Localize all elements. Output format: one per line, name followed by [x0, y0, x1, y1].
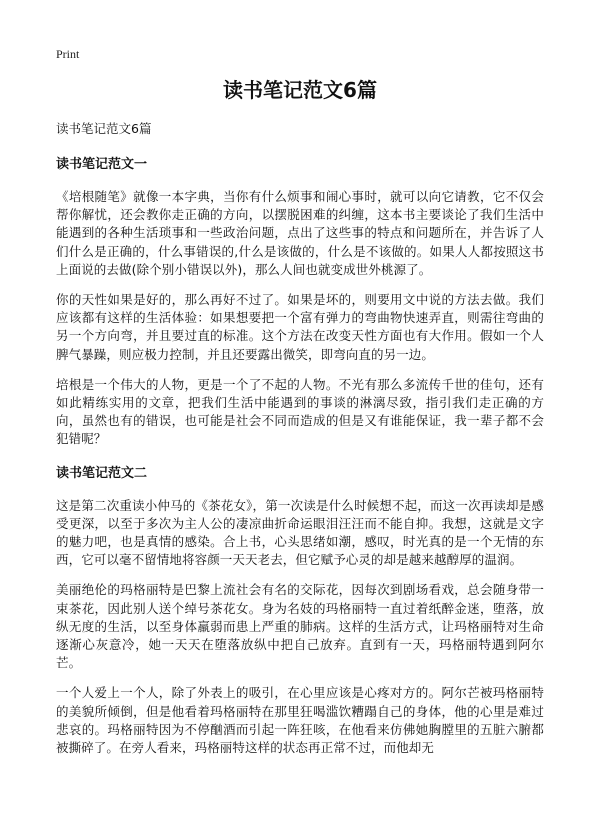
paragraph: 这是第二次重读小仲马的《茶花女》，第一次读是什么时候想不起，而这一次再读却是感受更深，以至于多次为主人公的凄凉曲折命运眼泪汪汪而不能自抑。我想，这就是文字的魅力吧，也是真情的感染。合上书，心头思绪如潮，感叹，时光真的是一个无情的东西，它可以毫不留情地将容颜一天天老去，但它赋予心灵的却是越来越醇厚的温润。: [56, 497, 544, 568]
document-body: [56, 120, 544, 769]
paragraph: 培根是一个伟大的人物，更是一个了不起的人物。不光有那么多流传千世的佳句，还有如此精练实用的文章，把我们生活中能遇到的事谈的淋漓尽致，指引我们走正确的方向，虽然也有的错误，也可能是社会不同而造成的但是又有谁能保证，我一辈子都不会犯错呢？: [56, 376, 544, 447]
section-heading: 读书笔记范文一: [56, 157, 148, 172]
document-subtitle: 读书笔记范文6篇: [56, 121, 152, 136]
section-2: [56, 465, 544, 758]
paragraph: 美丽绝伦的玛格丽特是巴黎上流社会有名的交际花，因每次到剧场看戏，总会随身带一束茶花，因此别人送个绰号茶花女。身为名妓的玛格丽特一直过着纸醉金迷，堕落，放纵无度的生活，以至身体羸弱而患上严重的肺病。这样的生活方式，让玛格丽特对生命逐渐心灰意冷，她一天天在堕落放纵中把自己放弃。直到有一天，玛格丽特遇到阿尔芒。: [56, 582, 544, 671]
print-link[interactable]: Print: [56, 47, 80, 61]
paragraph: 《培根随笔》就像一本字典，当你有什么烦事和闹心事时，就可以向它请教，它不仅会帮你解忧，还会教你走正确的方向，以摆脱困难的纠缠，这本书主要谈论了我们生活中能遇到的各种生活琐事和一些政治问题，点出了这些事的特点和问题所在，并告诉了人们什么是正确的，什么事错误的,什么是该做的，什么是不该做的。如果人人都按照这书上面说的去做(除个别小错误以外)，那么人间也就变成世外桃源了。: [56, 189, 544, 277]
section-1: [56, 156, 544, 449]
paragraph: 你的天性如果是好的，那么再好不过了。如果是坏的，则要用文中说的方法去做。我们应该都有这样的生活体验：如果想要把一个富有弹力的弯曲物快速弄直，则需往弯曲的另一个方向弯，并且要过直的标准。这个方法在改变天性方面也有大作用。假如一个人脾气暴躁，则应极力控制，并且还要露出微笑，即弯向直的另一边。: [56, 292, 544, 362]
section-heading: 读书笔记范文二: [56, 465, 148, 481]
paragraph: 一个人爱上一个人，除了外表上的吸引，在心里应该是心疼对方的。阿尔芒被玛格丽特的美貌所倾倒，但是他看着玛格丽特在那里狂喝滥饮糟蹋自己的身体，他的心里是难过悲哀的。玛格丽特因为不停酗酒而引起一阵狂咳，在他看来仿佛她胸膛里的五脏六腑都被撕碎了。在旁人看来，玛格丽特这样的状态再正常不过，而他却无: [56, 685, 544, 756]
page-title: 读书笔记范文6篇: [223, 78, 377, 102]
